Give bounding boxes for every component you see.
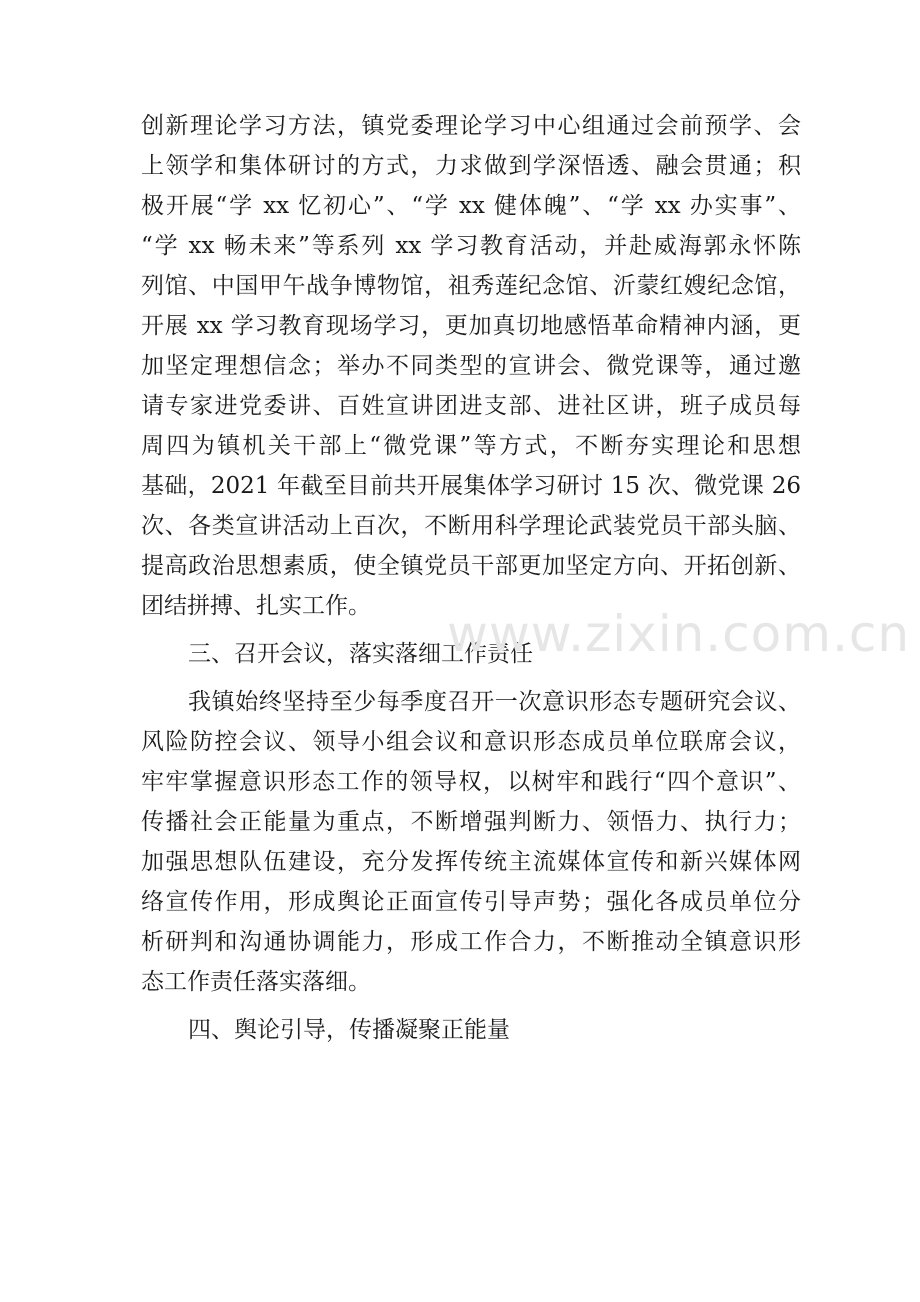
body-text-line: 团结拼搏、扎实工作。 [141,593,371,619]
body-text-line: 析研判和沟通协调能力，形成工作合力，不断推动全镇意识形 [141,929,801,955]
body-text-line: 列馆、中国甲午战争博物馆，祖秀莲纪念馆、沂蒙红嫂纪念馆， [141,273,801,299]
body-text-line: 基础，2021 年截至目前共开展集体学习研讨 15 次、微党课 26 [141,473,801,499]
body-text-line: 提高政治思想素质，使全镇党员干部更加坚定方向、开拓创新、 [141,553,801,579]
body-text-line: 牢牢掌握意识形态工作的领导权，以树牢和践行“四个意识”、 [141,769,801,795]
body-text-line: 周四为镇机关干部上“微党课”等方式，不断夯实理论和思想 [141,433,801,459]
body-text-line: 次、各类宣讲活动上百次，不断用科学理论武装党员干部头脑、 [141,513,801,539]
body-text-line: 上领学和集体研讨的方式，力求做到学深悟透、融会贯通；积 [141,153,801,179]
watermark: www.zixin.com.cn [447,605,911,663]
body-text-line: 风险防控会议、领导小组会议和意识形态成员单位联席会议， [141,729,801,755]
body-text-line: 请专家进党委讲、百姓宣讲团进支部、进社区讲，班子成员每 [141,393,801,419]
body-text-line: 我镇始终坚持至少每季度召开一次意识形态专题研究会议、 [188,689,801,715]
body-text-line: “学 xx 畅未来”等系列 xx 学习教育活动，并赴威海郭永怀陈 [141,233,801,259]
section-heading: 三、召开会议，落实落细工作责任 [188,641,533,667]
body-text-line: 传播社会正能量为重点，不断增强判断力、领悟力、执行力； [141,809,801,835]
body-text-line: 创新理论学习方法，镇党委理论学习中心组通过会前预学、会 [141,113,801,139]
body-text-line: 态工作责任落实落细。 [141,969,371,995]
body-text-line: 加坚定理想信念；举办不同类型的宣讲会、微党课等，通过邀 [141,353,801,379]
body-text-line: 加强思想队伍建设，充分发挥传统主流媒体宣传和新兴媒体网 [141,849,801,875]
body-text-line: 极开展“学 xx 忆初心”、“学 xx 健体魄”、“学 xx 办实事”、 [141,193,801,219]
body-text-line: 络宣传作用，形成舆论正面宣传引导声势；强化各成员单位分 [141,889,801,915]
section-heading: 四、舆论引导，传播凝聚正能量 [188,1017,510,1043]
body-text-line: 开展 xx 学习教育现场学习，更加真切地感悟革命精神内涵，更 [141,313,801,339]
